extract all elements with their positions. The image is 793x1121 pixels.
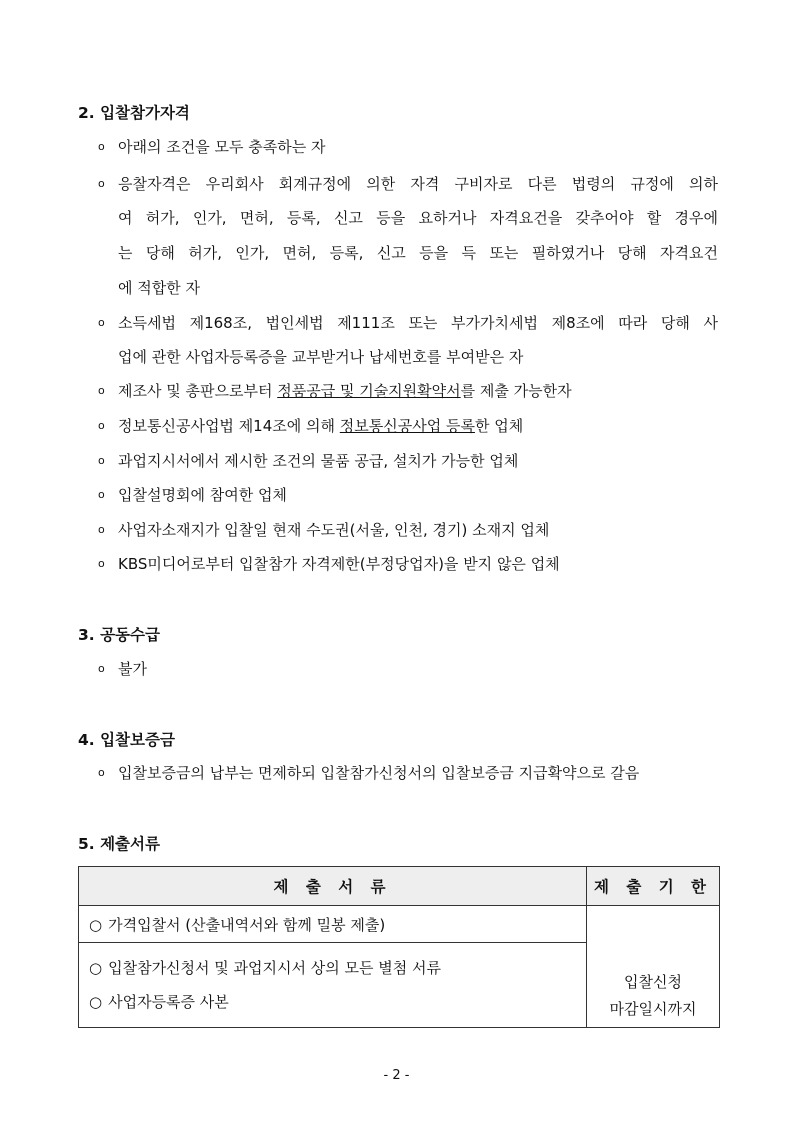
section-title-bid-bond: 4. 입찰보증금 [78,731,175,749]
circle-icon: ○ [89,959,103,977]
table-header: 제 출 서 류 [79,867,587,906]
list-item: o 입찰설명회에 참여한 업체 [98,486,287,504]
bullet-icon: o [98,662,105,675]
table-row [79,906,720,943]
bullet-icon: o [98,316,105,329]
list-item: o 응찰자격은 우리회사 회계규정에 의한 자격 구비자로 다른 법령의 규정에 의하 [98,175,718,193]
list-item: o 제조사 및 총판으로부터 정품공급 및 기술지원확약서를 제출 가능한자 [98,382,572,400]
list-item: o 불가 [98,660,147,678]
bullet-icon: o [98,140,105,153]
underlined-term: 정품공급 및 기술지원확약서 [277,382,461,400]
list-item-continuation: 업에 관한 사업자등록증을 교부받거나 납세번호를 부여받은 자 [118,348,524,366]
list-item-continuation: 에 적합한 자 [118,279,200,297]
list-item: o 사업자소재지가 입찰일 현재 수도권(서울, 인천, 경기) 소재지 업체 [98,521,550,539]
documents-table [78,866,720,1028]
section-title-documents: 5. 제출서류 [78,835,160,853]
bullet-icon: o [98,384,105,397]
bullet-icon: o [98,454,105,467]
deadline-cell: 입찰신청 마감일시까지 [587,906,720,1028]
table-header-row [79,867,720,906]
list-item: o 정보통신공사업법 제14조에 의해 정보통신공사업 등록한 업체 [98,417,524,435]
list-item-continuation: 는 당해 허가, 인가, 면허, 등록, 신고 등을 득 또는 필하였거나 당해 자격요건 [118,244,718,262]
list-item: o 입찰보증금의 납부는 면제하되 입찰참가신청서의 입찰보증금 지급확약으로 갈음 [98,764,640,782]
bullet-icon: o [98,177,105,190]
section-title-eligibility: 2. 입찰참가자격 [78,104,190,122]
list-item: o 아래의 조건을 모두 충족하는 자 [98,138,326,156]
list-item-continuation: 여 허가, 인가, 면허, 등록, 신고 등을 요하거나 자격요건을 갖추어야 할 경우에 [118,209,718,227]
page-number: - 2 - [383,1068,410,1083]
list-item: o 소득세법 제168조, 법인세법 제111조 또는 부가가치세법 제8조에 따라 당해 사 [98,314,718,332]
underlined-term: 정보통신공사업 등록 [339,417,475,435]
circle-icon: ○ [89,915,103,934]
section-title-joint-supply: 3. 공동수급 [78,626,160,644]
bullet-icon: o [98,488,105,501]
table-cell: ○ 입찰참가신청서 및 과업지시서 상의 모든 별첨 서류 ○ 사업자등록증 사본 [79,943,587,1028]
list-item: o 과업지시서에서 제시한 조건의 물품 공급, 설치가 가능한 업체 [98,452,519,470]
circle-icon: ○ [89,993,103,1011]
bullet-icon: o [98,523,105,536]
bullet-icon: o [98,419,105,432]
list-item: o KBS미디어로부터 입찰참가 자격제한(부정당업자)을 받지 않은 업체 [98,555,560,573]
bullet-icon: o [98,766,105,779]
bullet-icon: o [98,557,105,570]
table-header: 제 출 기 한 [587,867,720,906]
table-cell: ○ 가격입찰서 (산출내역서와 함께 밀봉 제출) [79,906,587,943]
